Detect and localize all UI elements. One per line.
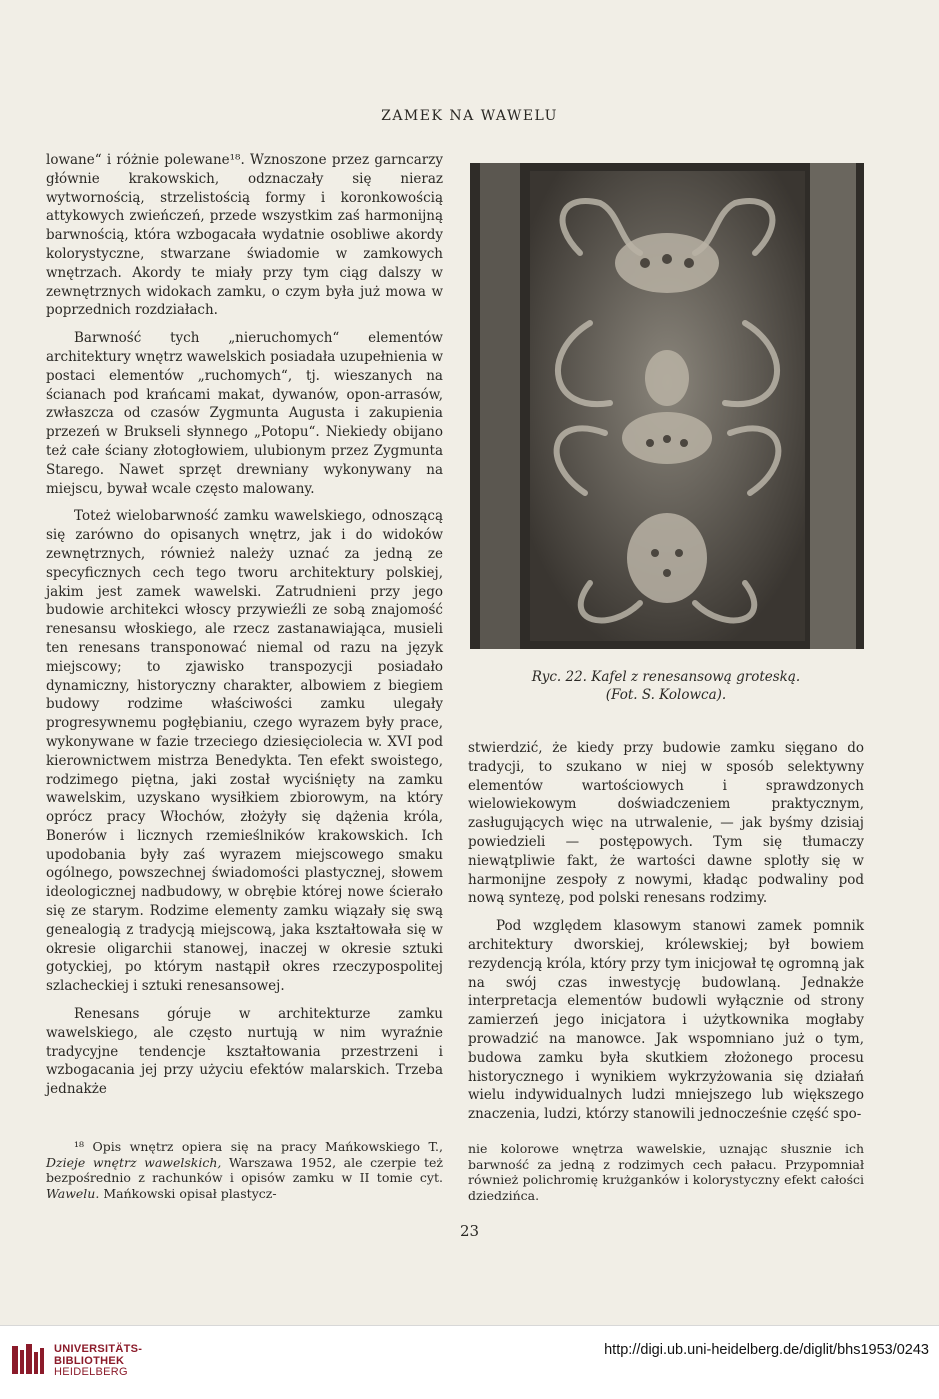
- tile-photograph: [470, 163, 864, 649]
- cited-title: Dzieje wnętrz wawelskich,: [46, 1154, 222, 1170]
- library-footer: [0, 1325, 939, 1399]
- cited-title: Wawelu.: [46, 1185, 100, 1201]
- paragraph: stwierdzić, że kiedy przy budowie zamku sięgano do tradycji, to szukano w niej w sposób selektywny elementów wartościowych i sprawdzonych wielowiekowym doświadczeniem praktycznym, zasługujących więc na utrwalenie, — jak byśmy dzisiaj powiedzieli — postępowych. Tym się tłumaczy niewątpliwie fakt, że wartości dawne splotły się w harmonijne zespoły z nowymi, kładąc podwaliny pod nową syntezę, pod polski renesans rodzimy.: [468, 740, 864, 907]
- tile-relief-image: [470, 163, 864, 649]
- paragraph: Renesans góruje w architekturze zamku wawelskiego, ale często nurtują w nim wyraźnie tradycyjne tendencje kształtowania przestrzeni i wzbogacania jej przy użyciu efektów malarskich. Trzeba jednakże: [46, 1006, 443, 1098]
- figure-caption: [468, 668, 864, 704]
- university-library-logo-icon: [10, 1342, 46, 1378]
- library-logo-text: UNIVERSITÄTS- BIBLIOTHEK HEIDELBERG: [54, 1343, 143, 1378]
- left-column: [46, 151, 443, 1099]
- paragraph: Pod względem klasowym stanowi zamek pomnik architektury dworskiej, królewskiej; był bowiem rezydencją króla, który przy tym inicjował tę ogromną jak na swój czas inwestycję budowlaną. Jednakże interpretacja elementów budowli wyłącznie od strony zamierzeń jego inicjatora i użytkownika mogłaby prowadzić na manowce. Jak wspomniano już o tym, budowa zamku była skutkiem złożonego procesu historycznego i wynikiem wykrzyżowania się działań wielu indywidualnych ludzi mniejszego lub większego znaczenia, ludzi, którzy stanowili jednocześnie część spo-: [468, 918, 864, 1123]
- caption-title: Ryc. 22. Kafel z renesansową groteską.: [531, 669, 801, 685]
- paragraph: Toteż wielobarwność zamku wawelskiego, odnoszącą się zarówno do opisanych wnętrz, jak i do widoków zewnętrznych, również należy uznać za jedną ze specyficznych cech tego tworu architektury polskiej, jakim jest zamek wawelski. Zatrudnieni przy jego budowie architekci włoscy przywieźli ze sobą znajomość renesansu włoskiego, ale rzecz zastanawiająca, musieli ten renesans transponować niemal od razu na język miejscowy; to zjawisko transpozycji posiadało dynamiczny, historyczny charakter, albowiem z biegiem budowy rodzime właściwości zamku ulegały progresywnemu pogłębianiu, czego wyrazem były prace, wykonywane w fazie trzeciego dziesięciolecia w. XVI pod kierownictwem mistrza Benedykta. Ten efekt swoistego, rodzimego piętna, jaki został wyciśnięty na zamku wawelskim, uzyskano wysiłkiem zbiorowym, na który oprócz pracy Włochów, złożyły się dążenia króla, Bonerów i licznych rzemieślników krakowskich. Ich upodobania były zaś wyrazem miejscowego smaku ogólnego, powszechnej świadomości plastycznej, słowem ideologicznej nadbudowy, w obrębie której nowe ścierało się ze starym. Rodzime elementy zamku wiązały się swą genealogią z tradycją miejscową, jaka kształtowała się w okresie oligarchii stanowej, inaczej w okresie sztuki gotyckiej, po którym nastąpił okres rzeczypospolitej szlacheckiej i sztuki renesansowej.: [46, 508, 443, 995]
- page-number: 23: [459, 1222, 480, 1240]
- paragraph: lowane“ i różnie polewane¹⁸. Wznoszone przez garncarzy głównie krakowskich, odznaczały się nieraz wytwornością, strzelistością formy i koronkowością attykowych zwieńczeń, przede wszystkim zaś harmonijną barwnością, która wzbogacała wydatnie osobliwe akordy kolorystyczne, stwarzane świadomie w zamkowych wnętrzach. Akordy te miały przy tym ciąg dalszy w zewnętrznych widokach zamku, o czym była już mowa w poprzednich rozdziałach.: [46, 152, 443, 319]
- footnote: ¹⁸ Opis wnętrz opiera się na pracy Mańkowskiego T., Dzieje wnętrz wawelskich, Warszawa 1952, ale czerpie też bezpośrednio z rachunków i opisów zamku w II tomie cyt. Wawelu. Mańkowski opisał plastycz-: [46, 1139, 444, 1201]
- caption-credit: (Fot. S. Kolowca).: [605, 687, 727, 703]
- footnote-continuation: nie kolorowe wnętrza wawelskie, uznając słusznie ich barwność za jedną z rodzimych cech pałacu. Przypomniał również polichromię krużganków i kolorystyczny efekt całości dziedzińca.: [468, 1141, 864, 1203]
- paragraph: Barwność tych „nieruchomych“ elementów architektury wnętrz wawelskich posiadała uzupełnienia w postaci elementów „ruchomych“, tj. wieszanych na ścianach pod krańcami makat, dywanów, opon-arrasów, zwłaszcza od czasów Zygmunta Augusta i zakupienia przezeń w Brukseli słynnego „Potopu“. Niekiedy obijano też całe ściany złotogłowiem, ulubionym przez Zygmunta Starego. Nawet sprzęt drewniany wykonywany na miejscu, bywał wcale często malowany.: [46, 330, 444, 497]
- footnote-marker: ¹⁸: [74, 1139, 85, 1154]
- running-header: ZAMEK NA WAWELU: [381, 108, 558, 124]
- right-column: [468, 739, 864, 1124]
- source-url-link[interactable]: http://digi.ub.uni-heidelberg.de/diglit/bhs1953/0243: [604, 1342, 929, 1358]
